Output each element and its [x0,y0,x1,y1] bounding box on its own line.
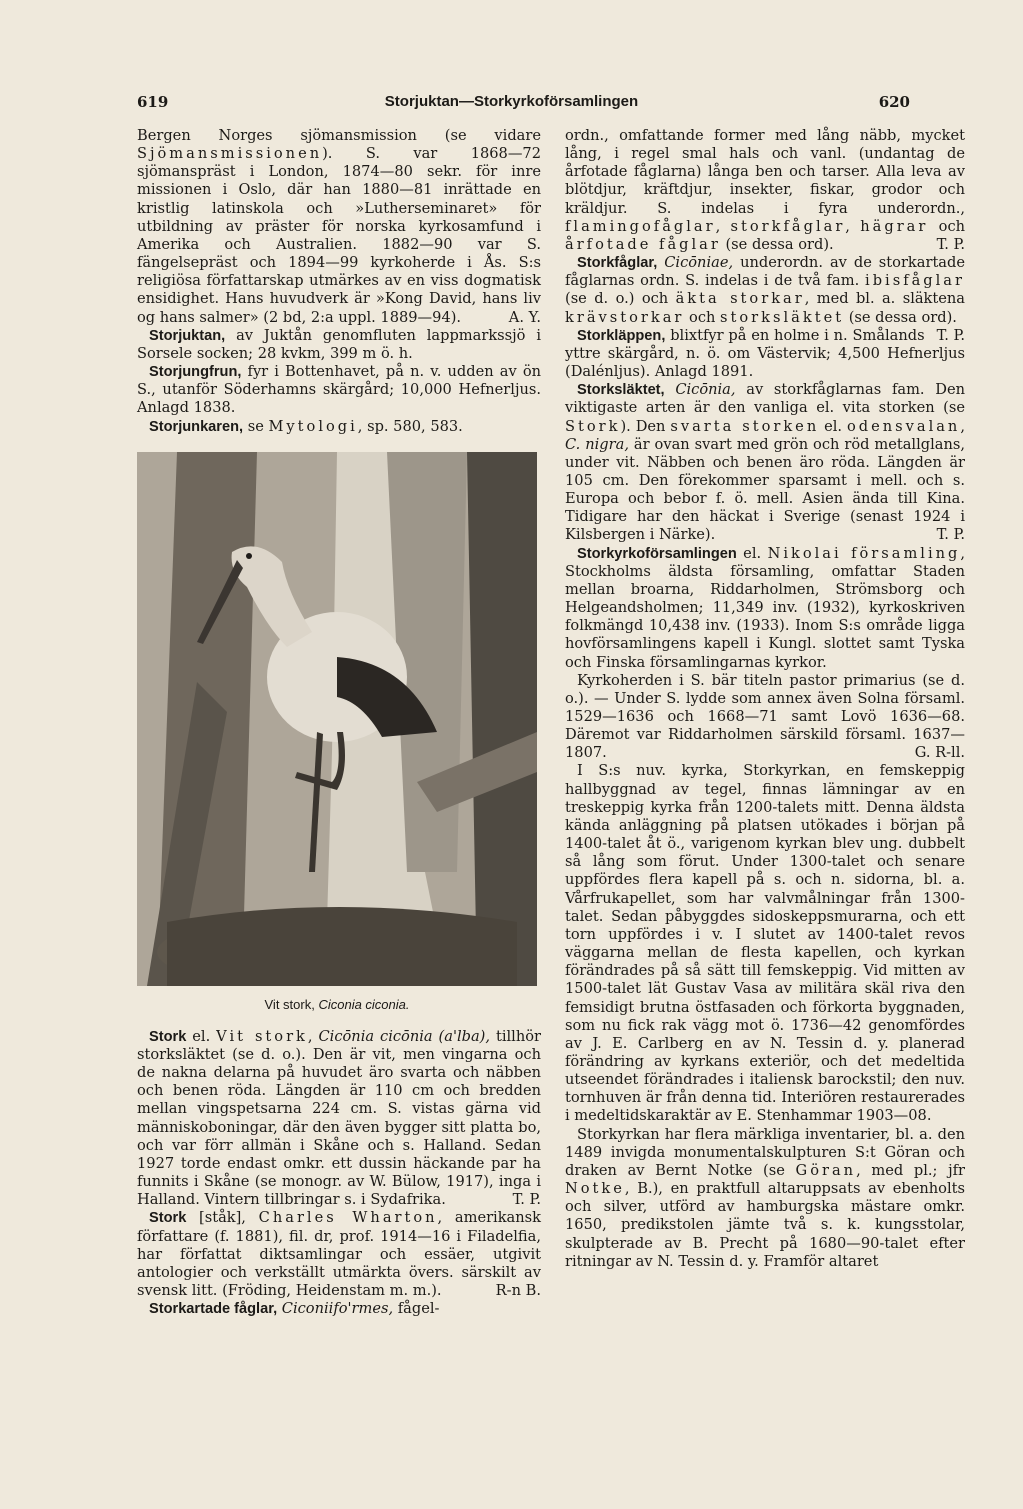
stork-photo [137,452,537,986]
headword: Stork [149,1028,187,1045]
entry-storkyrkoforsamlingen: Storkyrkoförsamlingen el. Nikolai församling, Stockholms äldsta församling, omfattar Staden mellan broarna, Riddarholmen, Strömsborg och Helgeandsholmen; 11,349 inv. (1932), kyrkoskriven folkmängd 10,438 inv. (1933). Inom S:s område ligga hovförsamlingens kapell i Kungl. slottet samt Tyska och Finska församlingarnas kyrkor. [565,544,965,671]
headword: Storkyrkoförsamlingen [577,545,737,562]
headword: Storkartade fåglar, [149,1301,278,1318]
entry-continuation: Bergen Norges sjömansmission (se vidare Sjömansmissionen). S. var 1868—72 sjömanspräst i London, 1874—80 sekr. för inre missionen i Oslo, där han 1880—81 inrättade en kristlig latinskola och »Lutherseminaret» för utbildning av präster för norska kyrkosamfund i Amerika och Australien. 1882—90 var S. fängelsepräst och 1894—99 kyrkoherde i Ås. S:s religiösa författarskap utmärkes av en viss dogmatisk ensidighet. Hans huvudverk är »Kong David, hans liv og hans salmer» (2 bd, 2:a uppl. 1889—94). A. Y. [137,127,541,326]
headword: Storksläktet, [577,382,665,399]
headword: Storkläppen, [577,327,666,344]
signature: T. P. [936,526,965,544]
signature: T. P. [936,235,965,253]
entry-stork: Stork el. Vit stork, Cicōnia cicōnia (a'lba), tillhör storksläktet (se d. o.). Den är vit, men vingarna och de nakna delarna på huvudet äro svarta och näbben och benen röda. Längden är 110 cm och bredden mellan vingspetsarna 224 cm. S. vistas gärna vid människoboningar, där den även bygger sitt platta bo, och var förr allmän i Skåne och s. Halland. Sedan 1927 torde endast omkr. ett dussin häckande par ha funnits i Skåne (se monogr. av W. Bülow, 1917), inga i Halland. Vintern tillbringar s. i Sydafrika. T. P. [137,1027,541,1209]
left-column [137,127,541,1318]
page-number-left: 619 [137,93,169,111]
entry-storkslaktet: Storksläktet, Cicōnia, av storkfåglarnas fam. Den viktigaste arten är den vanliga el. vita storken (se Stork). Den svarta storken el. odensvalan, C. nigra, är ovan svart med grön och röd metallglans, under vit. Näbben och benen äro röda. Längden är 105 cm. Den förekommer sparsamt i mell. och s. Europa och bebor f. ö. mell. Asien ända till Kina. Tidigare har den häckat i Sverige (senast 1924 i Kilsbergen i Närke). T. P. [565,381,966,544]
page-number-right: 620 [878,93,910,111]
entry-storklappen: Storkläppen, blixtfyr på en holme i n. Smålands yttre skärgård, n. ö. om Västervik; 4,500 Hefnerljus (Dalénljus). Anlagd 1891. [565,326,965,381]
signature: T. P. [936,326,965,344]
signature: R-n B. [495,1282,541,1299]
paragraph-inventarier: Storkyrkan har flera märkliga inventarier, bl. a. den 1489 invigda monumentalskulpturen S:t Göran och draken av Bernt Notke (se Göran, med pl.; jfr Notke, B.), en praktfull altaruppsats av ebenholts och silver, utförd av hamburgska mästare omkr. 1650, predikstolen jämte två s. k. kungsstolar, skulpterade av B. Precht på 1680—90-talet efter ritningar av N. Tessin d. y. Framför altaret [565,1125,966,1270]
running-title: Storjuktan—Storkyrkoförsamlingen [384,93,639,110]
entry-continuation: ordn., omfattande former med lång näbb, mycket lång, i regel smal hals och vanl. (undantag de årfotade fåglarna) långa ben och tarser. Alla leva av blötdjur, kräftdjur, insekter, fiskar, grodor och kräldjur. S. indelas i fyra underordn., flamingofåglar, storkfåglar, hägrar och årfotade fåglar (se dessa ord). T. P. [565,127,966,253]
right-column [565,127,965,1271]
figure-caption: Vit stork, Ciconia ciconia. [264,996,410,1012]
entry-stork-charles: Stork [ståk], Charles Wharton, amerikansk författare (f. 1881), fil. dr, prof. 1914—16 i Filadelfia, har författat diktsamlingar och essäer, utgivit antologier och verkställt utmärkta övers. särskilt av svensk litt. (Fröding, Heidenstam m. m.). R-n B. [137,1209,541,1299]
paragraph-kyrkoherden: Kyrkoherden i S. bär titeln pastor primarius (se d. o.). — Under S. lydde som annex även Solna församl. 1529—1636 och 1668—71 samt Lovö 1636—68. Däremot var Riddarholmen särskild församl. 1637—1807. G. R-ll. [565,671,965,762]
signature: G. R-ll. [914,744,965,762]
signature: T. P. [512,1191,541,1209]
entry-storjunkaren: Storjunkaren, se Mytologi, sp. 580, 583. [149,417,463,435]
headword: Storjunkaren, [149,418,244,435]
headword: Storjungfrun, [149,364,242,381]
stork-figure [137,452,537,1014]
headword: Storkfåglar, [577,255,658,272]
entry-storjungfrun: Storjungfrun, fyr i Bottenhavet, på n. v. udden av ön S., utanför Söderhamns skärgård; 10,000 Hefnerljus. Anlagd 1838. [137,363,541,417]
signature: A. Y. [508,308,541,326]
headword: Stork [149,1210,187,1227]
paragraph-storkyrkan: I S:s nuv. kyrka, Storkyrkan, en femskeppig hallbyggnad av tegel, finnas lämningar av en treskeppig kyrka från 1200-talets mitt. Denna äldsta kända anläggning på platsen utökades i början på 1400-talet åt ö., varigenom kyrkan blev ung. dubbelt så lång som förut. Under 1300-talet och senare uppfördes flera kapell på s. och n. sidorna, bl. a. Vårfrukapellet, som har valvmålningar från 1300-talet. Sedan påbyggdes sidoskeppsmurarna, och ett torn uppfördes i v. I slutet av 1400-talet revos väggarna mellan de flesta kapellen, och kyrkan förändrades på så sätt till femskeppig. Vid mitten av 1500-talet lät Gustav Vasa av militära skäl riva den femsidigt brutna östfasaden och förkorta byggnaden, som nu fick rak vägg mot ö. 1736—42 genomfördes av J. E. Carlberg en av N. Tessin d. y. planerad förändring av kyrkans exteriör, och det medeltida utseendet förändrades i italiensk barockstil; den nuv. tornhuven är från denna tid. Interiören restaurerades i medeltidskaraktär av E. Stenhammar 1903—08. [565,762,965,1125]
headword: Storjuktan, [149,327,226,344]
entry-storjuktan: Storjuktan, av Juktån genomfluten lappmarkssjö i Sorsele socken; 28 kvkm, 399 m ö. h. [137,326,541,362]
entry-storkartade: Storkartade fåglar, Ciconiifo'rmes, fågel- [149,1300,440,1318]
entry-storkfaglar: Storkfåglar, Cicōniae, underordn. av de storkartade fåglarnas ordn. S. indelas i de två fam. ibisfåglar (se d. o.) och äkta storkar, med bl. a. släktena krävstorkar och storksläktet (se dessa ord). T. P. [565,254,966,344]
